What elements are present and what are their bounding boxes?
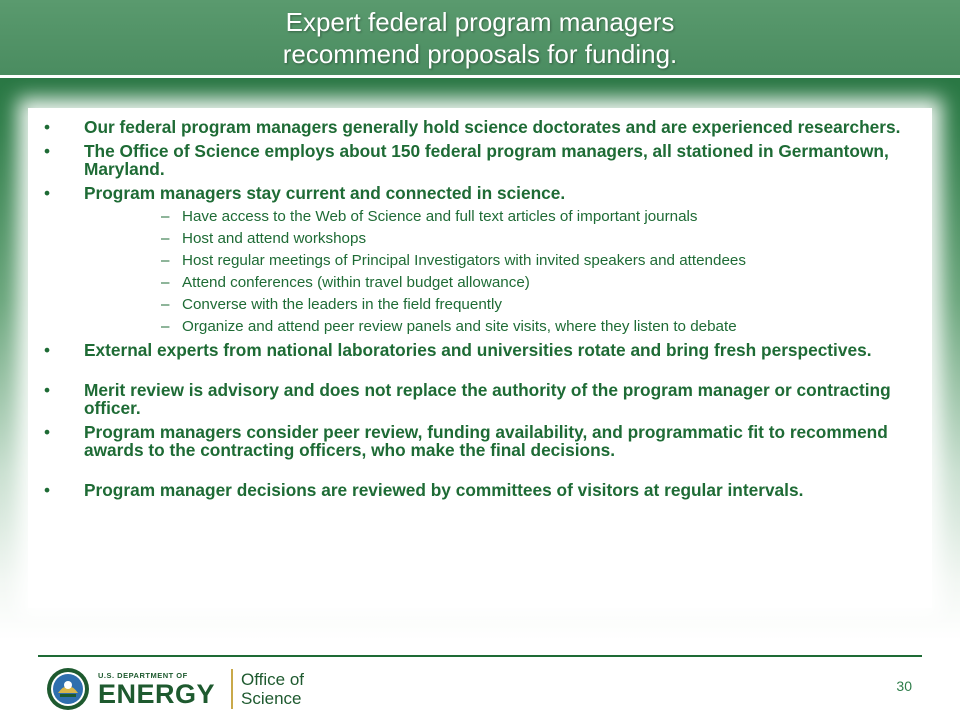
bullet-text: External experts from national laboratories and universities rotate and bring fresh perspectives. xyxy=(84,340,872,360)
bullet-dot-icon: • xyxy=(44,480,51,500)
sub-bullet-item xyxy=(84,208,924,225)
doe-small-text: U.S. DEPARTMENT OF xyxy=(98,670,188,680)
dash-icon: – xyxy=(161,252,170,269)
science-text: Science xyxy=(241,689,302,708)
dash-icon: – xyxy=(161,208,170,225)
footer-divider xyxy=(38,655,922,657)
bullet-dot-icon: • xyxy=(44,422,51,442)
bullet-item xyxy=(28,423,932,459)
sub-bullet-text: Have access to the Web of Science and full text articles of important journals xyxy=(182,208,698,225)
slide-header xyxy=(0,0,960,78)
bullet-item xyxy=(28,341,932,359)
bullet-text: Merit review is advisory and does not replace the authority of the program manager or contracting officer. xyxy=(84,380,891,418)
sub-bullet-text: Host regular meetings of Principal Investigators with invited speakers and attendees xyxy=(182,252,746,269)
bullet-text: Program managers stay current and connected in science. xyxy=(84,183,566,203)
bullet-dot-icon: • xyxy=(44,340,51,360)
sub-bullet-list xyxy=(84,208,924,335)
doe-wordmark xyxy=(98,671,215,708)
bullet-item xyxy=(28,118,932,136)
bullet-dot-icon: • xyxy=(44,380,51,400)
bullet-text: Program manager decisions are reviewed by committees of visitors at regular intervals. xyxy=(84,480,804,500)
bullet-dot-icon: • xyxy=(44,117,51,137)
dash-icon: – xyxy=(161,274,170,291)
slide-title-line1: Expert federal program managers xyxy=(285,6,675,37)
sub-bullet-text: Converse with the leaders in the field frequently xyxy=(182,296,502,313)
sub-bullet-item xyxy=(84,252,924,269)
dash-icon: – xyxy=(161,296,170,313)
bullet-text: The Office of Science employs about 150 federal program managers, all stationed in Germantown, Maryland. xyxy=(84,141,889,179)
doe-big-text: ENERGY xyxy=(98,678,216,709)
page-number: 30 xyxy=(896,678,912,694)
bullet-list xyxy=(28,108,932,499)
bullet-item xyxy=(28,481,932,499)
bullet-dot-icon: • xyxy=(44,183,51,203)
bullet-item xyxy=(28,184,932,335)
bullet-item xyxy=(28,381,932,417)
bullet-text: Our federal program managers generally hold science doctorates and are experienced researchers. xyxy=(84,117,901,137)
bullet-dot-icon: • xyxy=(44,141,51,161)
sub-bullet-item xyxy=(84,318,924,335)
doe-seal-icon xyxy=(46,667,90,711)
dash-icon: – xyxy=(161,230,170,247)
office-of-text: Office of xyxy=(241,670,305,689)
bullet-text: Program managers consider peer review, funding availability, and programmatic fit to recommend awards to the contracting officers, who make the final decisions. xyxy=(84,422,888,460)
sub-bullet-item xyxy=(84,230,924,247)
slide-content xyxy=(28,108,932,608)
sub-bullet-text: Host and attend workshops xyxy=(182,230,367,247)
sub-bullet-item xyxy=(84,274,924,291)
sub-bullet-text: Organize and attend peer review panels and site visits, where they listen to debate xyxy=(182,318,737,335)
doe-office-of-science-logo xyxy=(46,664,316,714)
sub-bullet-item xyxy=(84,296,924,313)
dash-icon: – xyxy=(161,318,170,335)
slide-title-line2: recommend proposals for funding. xyxy=(282,38,678,69)
office-of-science-wordmark xyxy=(241,670,304,708)
logo-divider xyxy=(231,669,233,709)
sub-bullet-text: Attend conferences (within travel budget allowance) xyxy=(182,274,530,291)
bullet-item xyxy=(28,142,932,178)
